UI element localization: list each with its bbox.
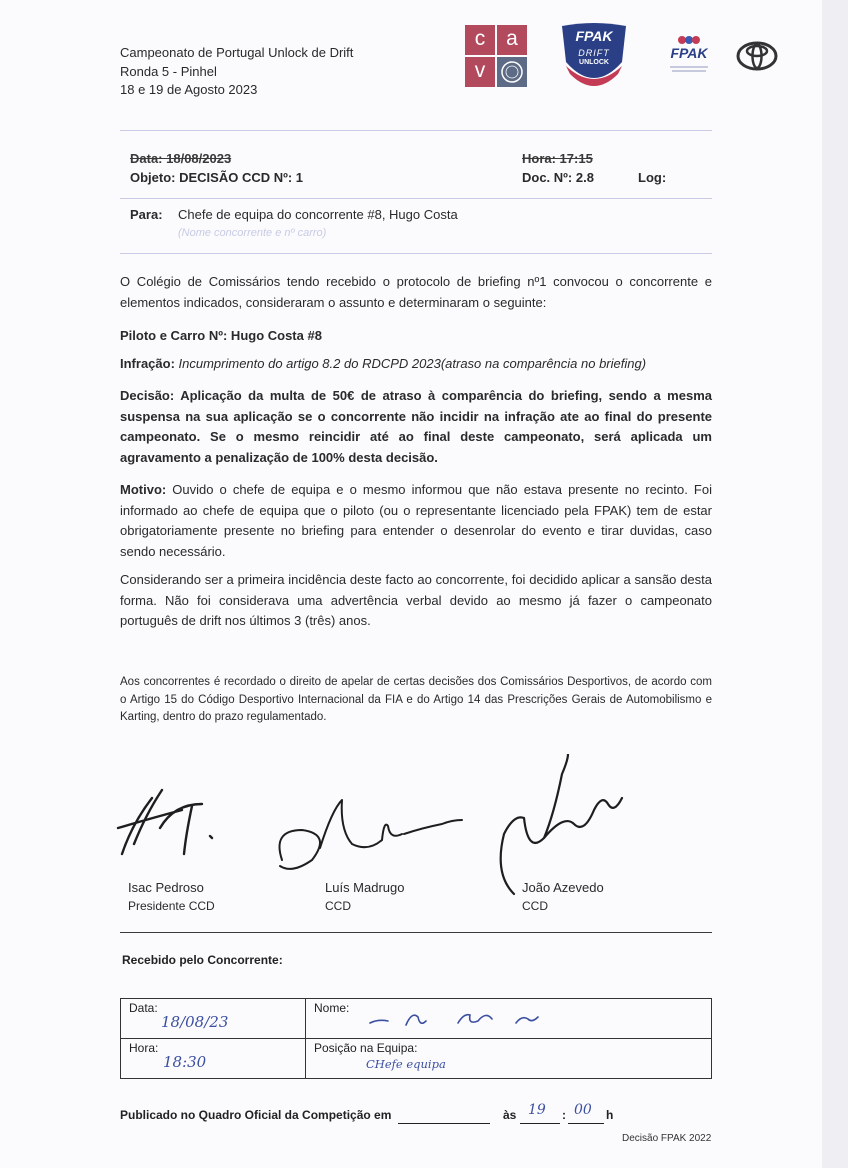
fpak-logo [664, 34, 714, 84]
receipt-time-cell [121, 1039, 306, 1079]
para-hint: (Nome concorrente e nº carro) [178, 227, 327, 239]
meta-object: Objeto: DECISÃO CCD Nº: 1 [130, 170, 304, 185]
para-divider [120, 253, 712, 254]
cav-seal-icon [497, 57, 527, 87]
event-dates: 18 e 19 de Agosto 2023 [120, 82, 258, 97]
meta-time: Hora: 17:15 [522, 151, 593, 166]
motive-text: Ouvido o chefe de equipa e o mesmo informou que não estava presente no recinto. Foi informado ao chefe de equipa que o piloto (ou o representante licenciado pela FPAK) tem de estar obrigatoriamente presente no briefing para entender o desenrolar do evento e tirar duvidas, caso sendo necessário. [120, 482, 712, 559]
fpak-logo-caption-2 [672, 70, 706, 72]
infraction-label: Infração: [120, 356, 175, 371]
championship-title: Campeonato de Portugal Unlock de Drift [120, 45, 354, 60]
cav-logo-a: a [497, 25, 527, 55]
receipt-title: Recebido pelo Concorrente: [122, 953, 283, 967]
appeal-paragraph: Aos concorrentes é recordado o direito de apelar de certas decisões dos Comissários Desportivos, de acordo com o Artigo 15 do Código Desportivo Internacional da FIA e do Artigo 14 das Prescrições Gerais de Automobilismo e Karting, dentro do prazo regulamentado. [120, 676, 712, 723]
receipt-row-2 [121, 1039, 712, 1079]
signatory-1-name: Isac Pedroso [128, 880, 204, 895]
header-block [120, 44, 353, 100]
intro-paragraph: O Colégio de Comissários tendo recebido o protocolo de briefing nº1 convocou o concorrente e elementos indicados, consideraram o assunto e determinaram o seguinte: [120, 274, 712, 310]
receipt-date-label: Data: [129, 1001, 158, 1015]
published-label: Publicado no Quadro Oficial da Competição em [120, 1108, 392, 1122]
signature-luis-madrugo [272, 790, 472, 880]
round-title: Ronda 5 - Pinhel [120, 63, 217, 79]
signatory-2-role: CCD [325, 899, 351, 913]
receipt-position-cell [306, 1039, 712, 1079]
decision-paragraph [120, 386, 712, 468]
meta-date: Data: 18/08/2023 [130, 151, 232, 166]
receipt-position-value: CHefe equipa [366, 1057, 446, 1071]
receipt-time-label: Hora: [129, 1041, 159, 1055]
receipt-table [120, 998, 712, 1079]
fpak-drift-logo-sub2: UNLOCK [579, 59, 609, 66]
signatory-2-name: Luís Madrugo [325, 880, 405, 895]
document-reference: Decisão FPAK 2022 [622, 1133, 712, 1144]
motive-paragraph [120, 480, 712, 562]
scan-edge [822, 0, 848, 1168]
receipt-name-cell [306, 999, 712, 1039]
signatory-3-name: João Azevedo [522, 880, 604, 895]
published-hour-line [520, 1123, 560, 1124]
receipt-name-label: Nome: [314, 1001, 350, 1015]
para-label: Para: [130, 207, 163, 222]
published-at-label: às [503, 1108, 517, 1122]
pilot-line: Piloto e Carro Nº: Hugo Costa #8 [120, 328, 322, 343]
toyota-logo [736, 40, 778, 72]
published-minute-value: 00 [574, 1102, 592, 1118]
fpak-drift-logo-text: FPAK [575, 28, 613, 44]
receipt-date-cell [121, 999, 306, 1039]
signatory-3 [522, 878, 604, 916]
fpak-drift-logo [556, 22, 632, 92]
para-value: Chefe de equipa do concorrente #8, Hugo Costa [178, 207, 458, 222]
meta-divider [120, 198, 712, 199]
cav-logo [465, 25, 529, 89]
signatory-1-role: Presidente CCD [128, 899, 215, 913]
published-minute-line [568, 1123, 604, 1124]
signatures-divider [120, 932, 712, 933]
published-colon: : [562, 1108, 566, 1122]
infraction-text: Incumprimento do artigo 8.2 do RDCPD 2023(atraso na comparência no briefing) [174, 356, 647, 371]
signatory-1 [128, 878, 215, 916]
receipt-name-signature [366, 1005, 576, 1031]
fpak-logo-caption [670, 66, 708, 68]
signatory-3-role: CCD [522, 899, 548, 913]
cav-logo-c: c [465, 25, 495, 55]
decision-label: Decisão: [120, 388, 175, 403]
considering-paragraph: Considerando ser a primeira incidência deste facto ao concorrente, foi decidido aplicar a sansão desta forma. Não foi considerava uma advertência verbal devido ao mesmo já fazer o campeonato português de drift nos últimos 3 (três) anos. [120, 572, 712, 628]
meta-log: Log: [638, 170, 667, 185]
motive-label: Motivo: [120, 482, 167, 497]
receipt-position-label: Posição na Equipa: [314, 1041, 418, 1055]
published-h-label: h [606, 1108, 614, 1122]
receipt-row-1 [121, 999, 712, 1039]
receipt-date-value: 18/08/23 [161, 1013, 229, 1031]
receipt-time-value: 18:30 [163, 1053, 207, 1071]
published-hour-value: 19 [528, 1102, 546, 1118]
fpak-drift-logo-sub: DRIFT [578, 48, 610, 58]
published-date-line [398, 1123, 490, 1124]
signature-isac-pedroso [112, 784, 222, 864]
header-divider [120, 130, 712, 131]
decision-text: Aplicação da multa de 50€ de atraso à comparência do briefing, sendo a mesma suspensa na sua aplicação se o concorrente não incidir na infração ate ao final do presente campeonato. Se o mesmo reincidir até ao final deste campeonato, será aplicada um agravamento a penalização de 100% desta decisão. [120, 388, 712, 465]
signatory-2 [325, 878, 405, 916]
meta-doc: Doc. Nº: 2.8 [522, 170, 594, 185]
infraction-line [120, 354, 712, 375]
fpak-logo-text: FPAK [670, 45, 708, 61]
cav-logo-v: v [465, 57, 495, 87]
